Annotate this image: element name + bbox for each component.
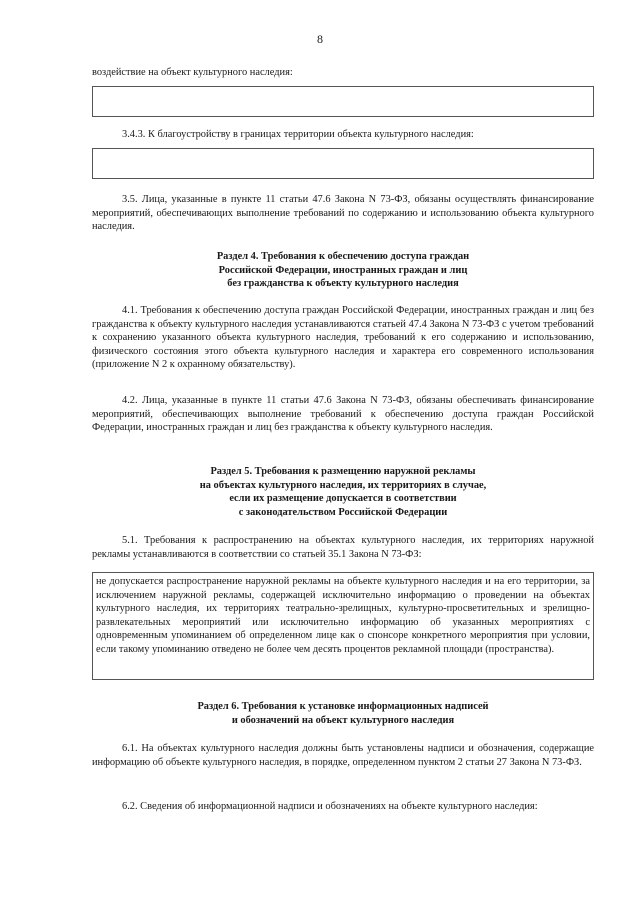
- page-number: 8: [317, 32, 323, 46]
- paragraph-6-1: 6.1. На объектах культурного наследия должны быть установлены надписи и обозначения, содержащие информацию об объекте культурного наследия, в порядке, определенном пунктом 2 статьи 27 Закона N 73-ФЗ.: [92, 743, 594, 768]
- section-5-heading: Раздел 5. Требования к размещению наружной рекламы на объектах культурного наследия, их территориях в случае, если их размещение допускается в соответствии с законодательством Российской Федерации: [199, 466, 487, 518]
- advertising-restriction-box: [92, 572, 594, 680]
- section-4-heading: Раздел 4. Требования к обеспечению доступа граждан Российской Федерации, иностранных граждан и лиц без гражданства к объекту культурного наследия: [216, 251, 470, 290]
- section-6-heading: Раздел 6. Требования к установке информационных надписей и обозначений на объект культурного наследия: [197, 701, 489, 726]
- paragraph-5-1: 5.1. Требования к распространению на объектах культурного наследия, их территориях наружной рекламы устанавливаются в соответствии со статьей 35.1 Закона N 73-ФЗ:: [92, 535, 594, 560]
- paragraph-3-4-3: 3.4.3. К благоустройству в границах территории объекта культурного наследия:: [122, 129, 474, 140]
- paragraph-4-2: 4.2. Лица, указанные в пункте 11 статьи 47.6 Закона N 73-ФЗ, обязаны обеспечивать финансирование мероприятий, обеспечивающих выполнение требований к обеспечению доступа граждан Российской Федерации, иностранных граждан и лиц без гражданства к объекту культурного наследия.: [92, 395, 594, 434]
- empty-field-box-2: [92, 148, 594, 179]
- paragraph-6-2: 6.2. Сведения об информационной надписи и обозначениях на объекте культурного наследия:: [122, 801, 538, 812]
- paragraph-4-1: 4.1. Требования к обеспечению доступа граждан Российской Федерации, иностранных граждан и лиц без гражданства к объекту культурного наследия устанавливаются статьей 47.4 Закона N 73-ФЗ с учетом требований к сохранению указанного объекта культурного наследия, требований к его содержанию и использованию, физического состояния этого объекта культурного наследия и характера его современного использования (приложение N 2 к охранному обязательству).: [92, 305, 594, 371]
- advertising-restriction-text: не допускается распространение наружной рекламы на объекте культурного наследия и на его территории, за исключением наружной рекламы, содержащей исключительно информацию о проведении на объектах культурного наследия, их территориях театрально-зрелищных, культурно-просветительных и зрелищно-развлекательных мероприятий или исключительно информацию об указанных мероприятиях с одновременным упоминанием об определенном лице как о спонсоре конкретного мероприятия при условии, если такому упоминанию отведено не более чем десять процентов рекламной площади (пространства).: [96, 576, 590, 655]
- paragraph-impact: воздействие на объект культурного наследия:: [92, 67, 293, 78]
- paragraph-3-5: 3.5. Лица, указанные в пункте 11 статьи 47.6 Закона N 73-ФЗ, обязаны осуществлять финансирование мероприятий, обеспечивающих выполнение требований по содержанию и использованию объекта культурного наследия.: [92, 194, 594, 233]
- empty-field-box-1: [92, 86, 594, 117]
